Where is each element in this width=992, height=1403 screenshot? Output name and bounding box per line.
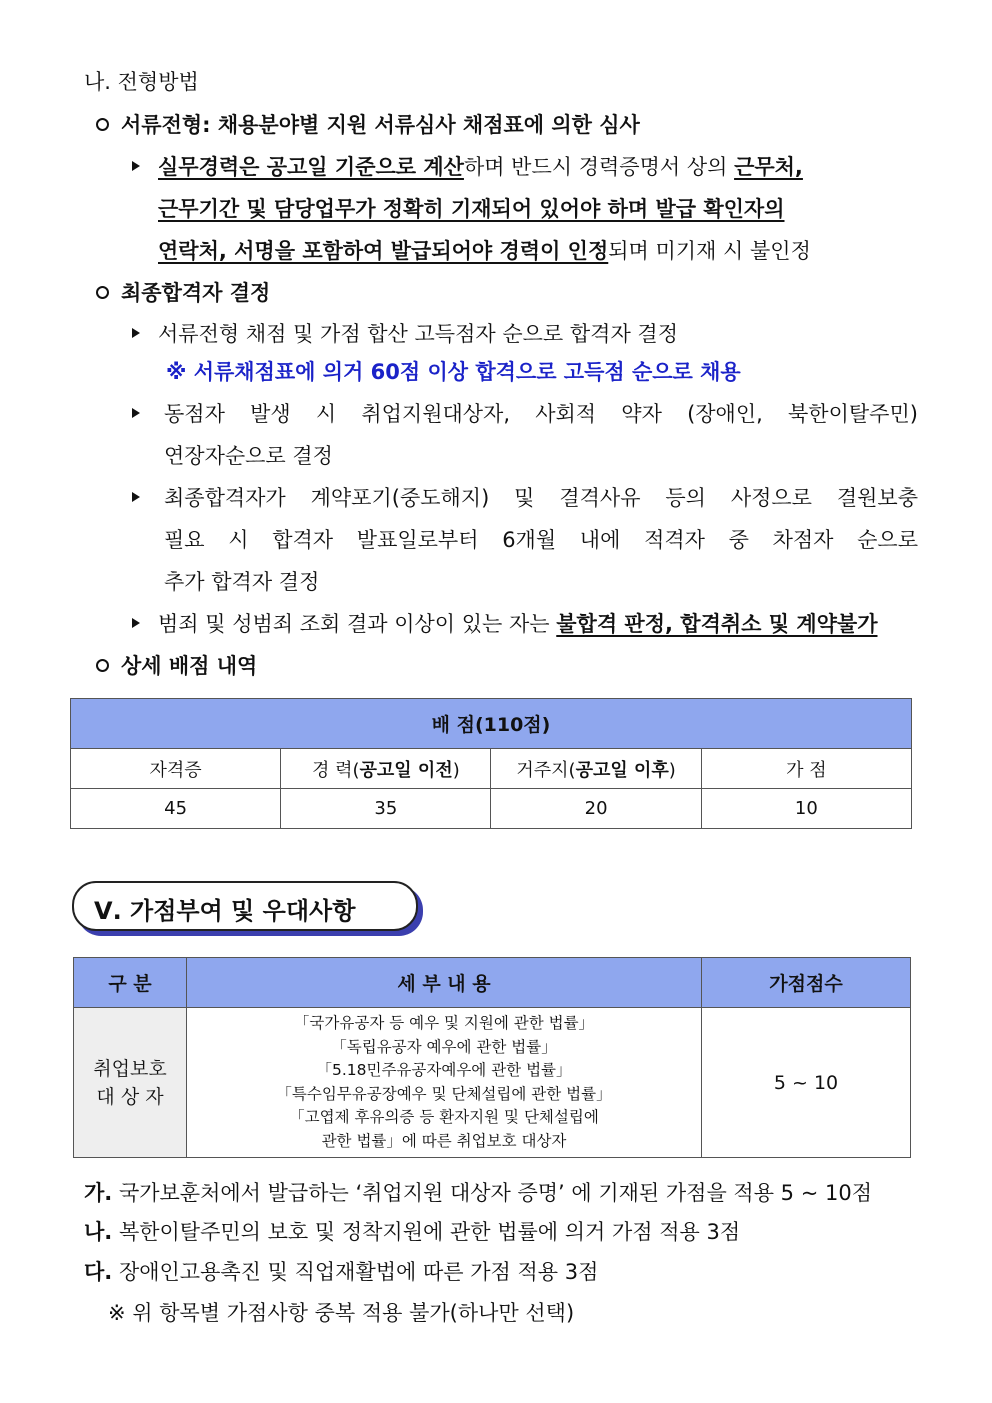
- triangle-bullet-icon: [132, 161, 140, 171]
- col-text: 거주지(: [516, 759, 576, 781]
- final-title-text: 최종합격자 결정: [121, 281, 271, 305]
- score-value-career: 35: [281, 789, 491, 829]
- category-line: 대 상 자: [96, 1085, 164, 1108]
- law-item: 관한 법률」에 따른 취업보호 대상자: [321, 1131, 567, 1150]
- item-label: 다.: [84, 1260, 113, 1284]
- final-bullet-3-line2: 필요 시 합격자 발표일로부터 6개월 내에 적격자 중 차점자 순으로: [164, 528, 918, 552]
- final-bullet-3-line3: 추가 합격자 결정: [164, 570, 320, 594]
- score-col-residence: [491, 749, 701, 789]
- circle-bullet-icon: [96, 659, 109, 672]
- detail-title: [96, 652, 257, 680]
- final-bullet-2-line2: 연장자순으로 결정: [164, 444, 333, 468]
- score-value-license: 45: [71, 789, 281, 829]
- bonus-header-category: 구 분: [74, 958, 187, 1008]
- final-bullet-1-note: ※ 서류채점표에 의거 60점 이상 합격으로 고득점 순으로 채용: [166, 360, 741, 384]
- score-col-license: 자격증: [71, 749, 281, 789]
- item-text: 복한이탈주민의 보호 및 정착지원에 관한 법률에 의거 가점 적용 3점: [118, 1220, 741, 1244]
- law-item: 「국가유공자 등 예우 및 지원에 관한 법률」: [293, 1014, 595, 1032]
- score-col-bonus: 가 점: [701, 749, 911, 789]
- doc-screening-line2: 근무기간 및 담당업무가 정확히 기재되어 있어야 하며 발급 확인자의: [158, 197, 785, 221]
- item-label: 가.: [84, 1181, 113, 1205]
- underlined-text: 실무경력은 공고일 기준으로 계산: [158, 155, 464, 179]
- col-bold-text: 공고일 이전: [359, 759, 453, 781]
- bonus-detail-laws: [187, 1008, 702, 1158]
- underlined-text: 연락처, 서명을 포함하여 발급되어야 경력이 인정: [158, 239, 609, 263]
- col-text: ): [452, 759, 460, 781]
- bonus-table: [73, 957, 911, 1158]
- law-item: 「특수임무유공장예우 및 단체설립에 관한 법률」: [276, 1084, 612, 1103]
- triangle-bullet-icon: [132, 408, 140, 418]
- section5-title: Ⅴ. 가점부여 및 우대사항: [94, 897, 356, 925]
- final-bullet-3-marker: [132, 484, 158, 512]
- bonus-note: ※ 위 항목별 가점사항 중복 적용 불가(하나만 선택): [108, 1301, 575, 1325]
- doc-screening-title: [96, 111, 640, 139]
- col-text: 경 력(: [311, 759, 360, 781]
- bonus-item-na: [84, 1218, 740, 1246]
- score-value-residence: 20: [491, 789, 701, 829]
- underlined-text: 근무처,: [734, 155, 803, 179]
- item-label: 나.: [84, 1220, 113, 1244]
- triangle-bullet-icon: [132, 492, 140, 502]
- law-item: 「독립유공자 예우에 관한 법률」: [331, 1037, 557, 1056]
- score-col-career: [281, 749, 491, 789]
- item-text: 국가보훈처에서 발급하는 ‘취업지원 대상자 증명’ 에 기재된 가점을 적용 5 ~ 10점: [118, 1181, 872, 1205]
- bonus-header-detail: 세 부 내 용: [187, 958, 702, 1008]
- bonus-header-score: 가점점수: [702, 958, 911, 1008]
- doc-screening-title-text: 서류전형: 채용분야별 지원 서류심사 채점표에 의한 심사: [121, 113, 640, 137]
- plain-text: 하며 반드시 경력증명서 상의: [463, 155, 735, 179]
- circle-bullet-icon: [96, 118, 109, 131]
- triangle-bullet-icon: [132, 618, 140, 628]
- score-table: [70, 698, 912, 829]
- item-text: 장애인고용촉진 및 직업재활법에 따른 가점 적용 3점: [118, 1260, 599, 1284]
- bonus-item-da: [84, 1258, 598, 1286]
- final-bullet-2-marker: [132, 400, 158, 428]
- section5-title-box: [72, 881, 418, 931]
- final-title: [96, 279, 270, 307]
- detail-title-text: 상세 배점 내역: [121, 654, 258, 678]
- plain-text: 서류전형 채점 및 가점 합산 고득점자 순으로 합격자 결정: [158, 322, 678, 346]
- doc-screening-line3: [158, 237, 811, 265]
- bonus-category: [74, 1008, 187, 1158]
- law-item: 「고엽제 후유의증 등 환자지원 및 단체설립에: [289, 1108, 599, 1126]
- final-bullet-4: [132, 610, 878, 638]
- plain-text: 되며 미기재 시 불인정: [608, 239, 811, 263]
- bonus-score: 5 ~ 10: [702, 1008, 911, 1158]
- underlined-text: 불합격 판정, 합격취소 및 계약불가: [556, 612, 878, 636]
- category-line: 취업보호: [93, 1057, 167, 1080]
- col-text: ): [668, 759, 676, 781]
- doc-screening-line1: [132, 153, 803, 181]
- section-heading-na: 나. 전형방법: [84, 70, 199, 94]
- final-bullet-3-line1: 최종합격자가 계약포기(중도해지) 및 결격사유 등의 사정으로 결원보충: [164, 486, 918, 510]
- plain-text: 범죄 및 성범죄 조회 결과 이상이 있는 자는: [158, 612, 557, 636]
- score-value-bonus: 10: [701, 789, 911, 829]
- score-table-header: 배 점(110점): [71, 699, 912, 749]
- law-item: 「5.18민주유공자예우에 관한 법률」: [316, 1061, 572, 1079]
- final-bullet-2-line1: 동점자 발생 시 취업지원대상자, 사회적 약자 (장애인, 북한이탈주민): [164, 402, 918, 426]
- final-bullet-1: [132, 320, 678, 348]
- bonus-item-ga: [84, 1179, 872, 1207]
- circle-bullet-icon: [96, 286, 109, 299]
- triangle-bullet-icon: [132, 328, 140, 338]
- col-bold-text: 공고일 이후: [575, 759, 669, 781]
